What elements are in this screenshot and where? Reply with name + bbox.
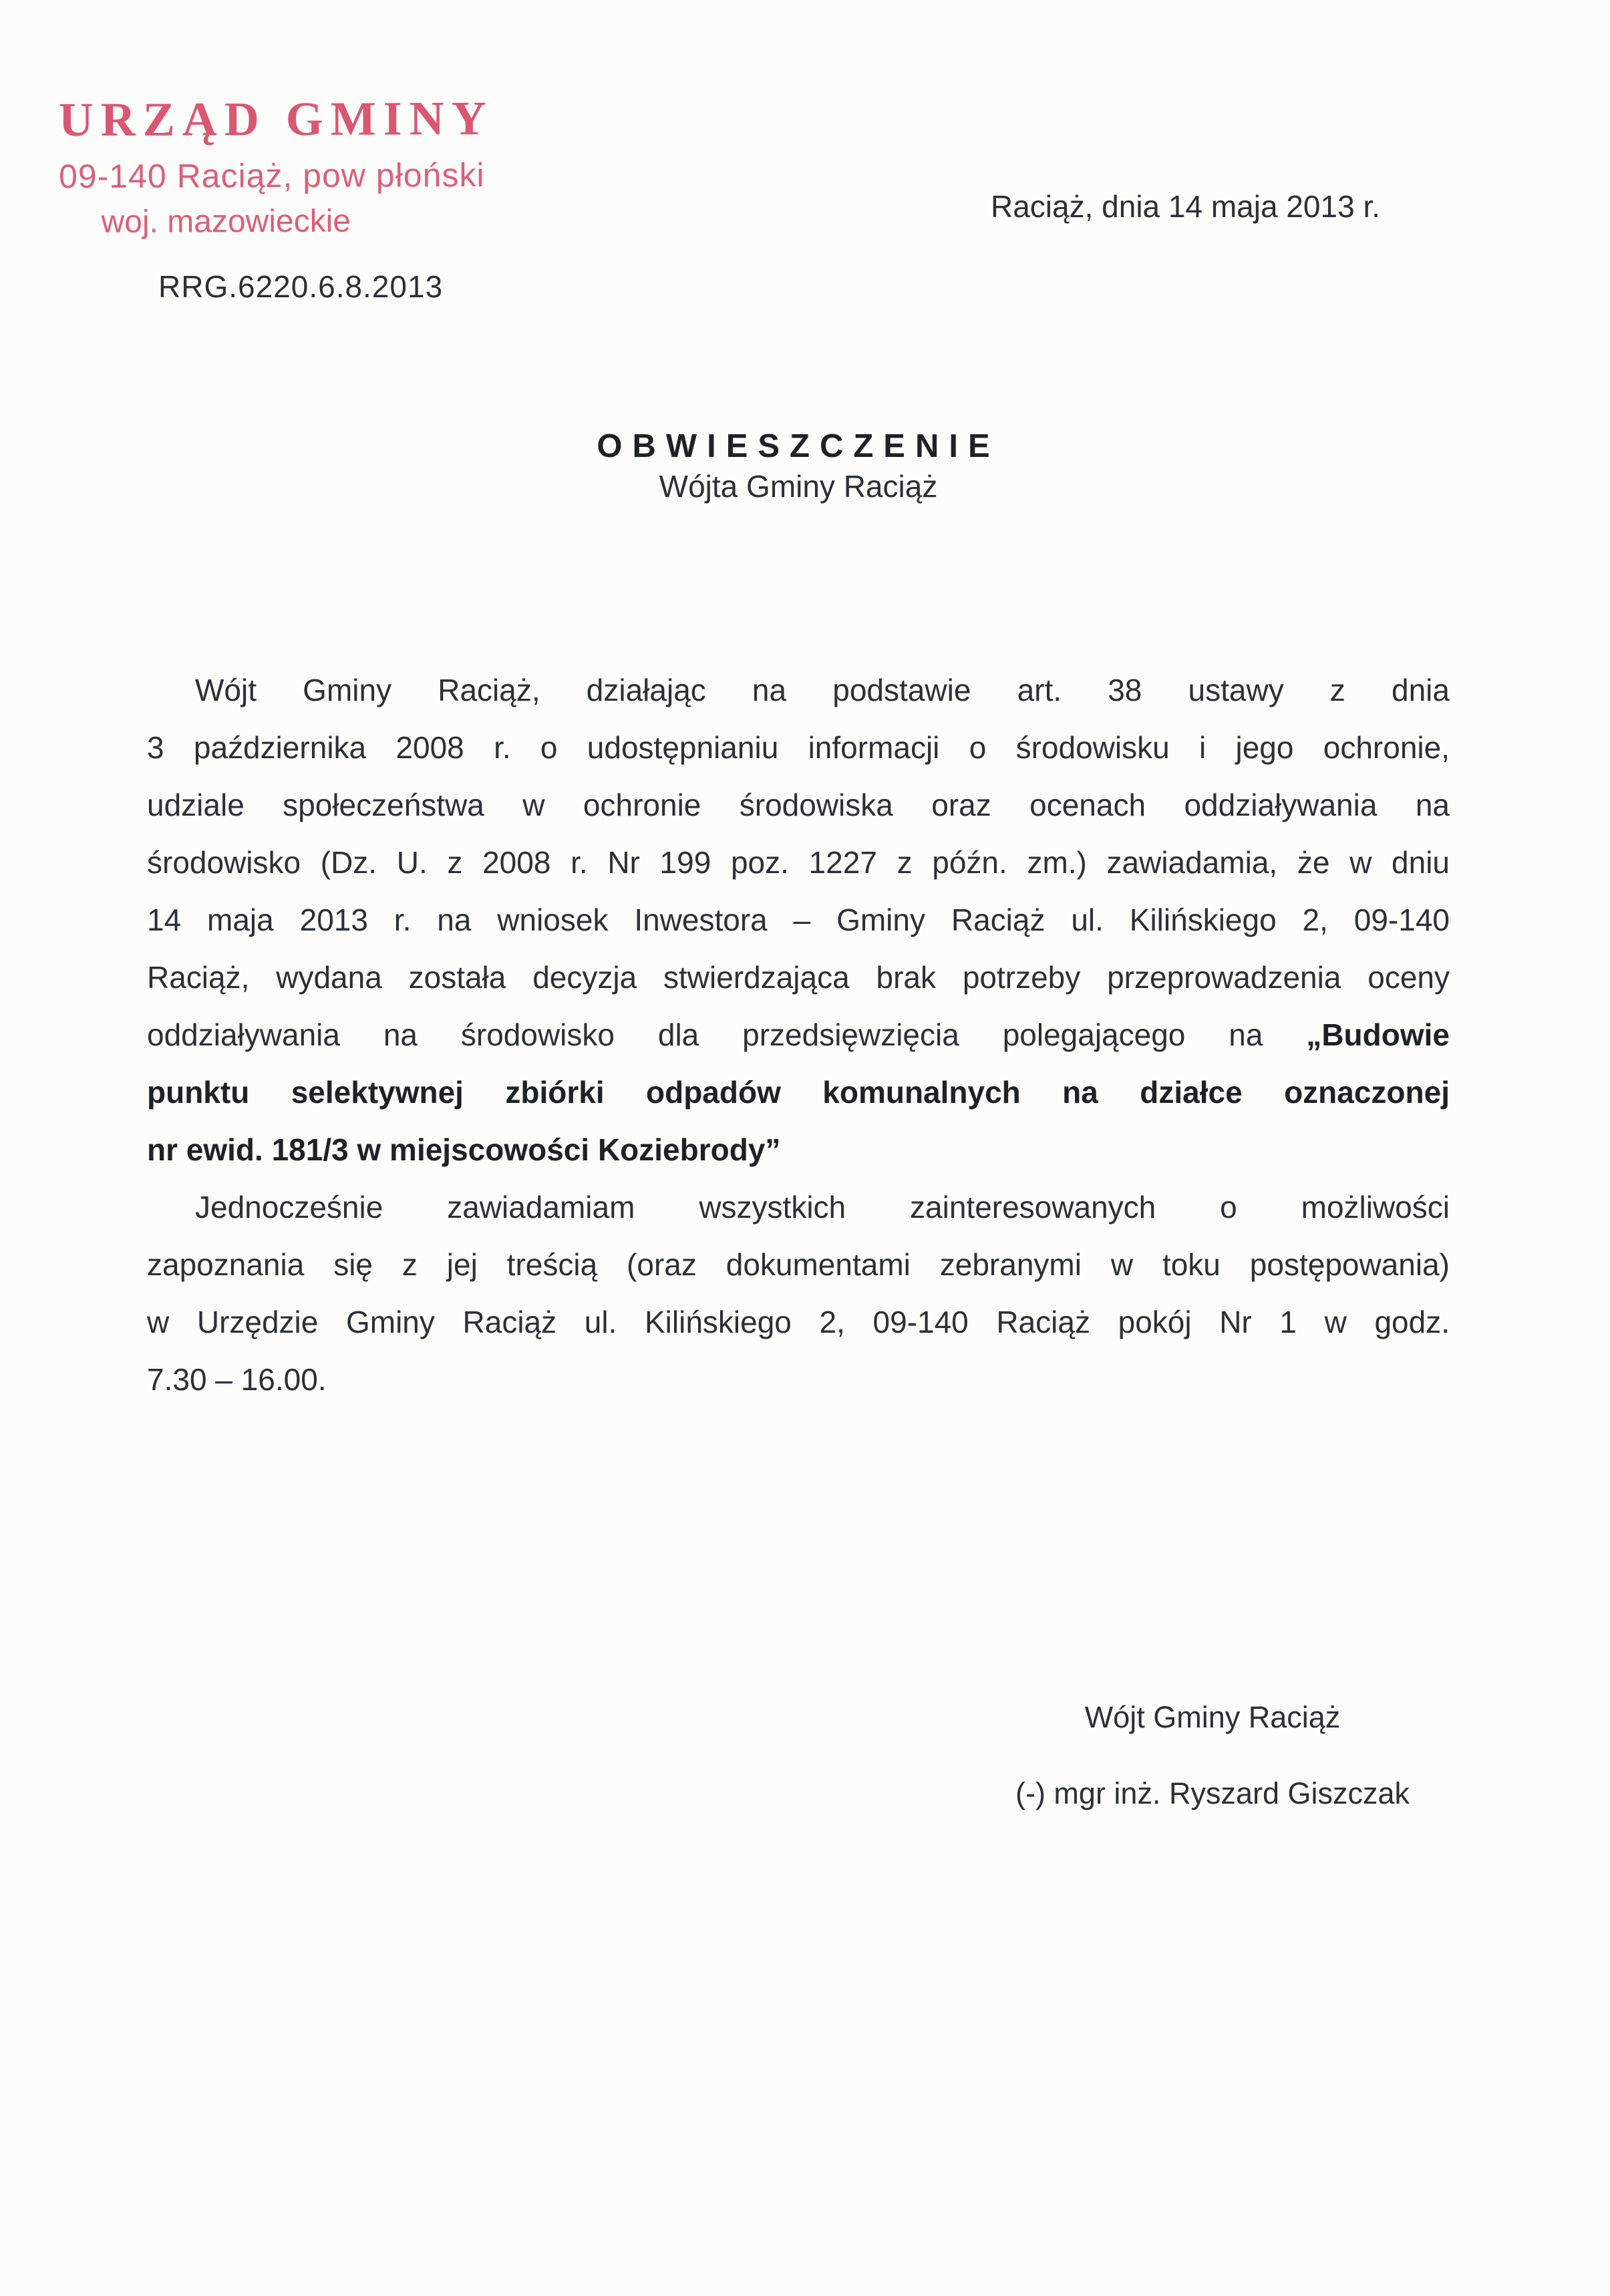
body-line [147, 1351, 1450, 1408]
body-line [147, 1293, 1450, 1351]
body-line [147, 661, 1450, 719]
body-segment: udziale społeczeństwa w ochronie środowiska oraz ocenach oddziaływania na [147, 788, 1450, 822]
body-line [147, 834, 1450, 891]
body-segment: 7.30 – 16.00. [147, 1362, 327, 1397]
body-segment: Raciąż, wydana została decyzja stwierdzająca brak potrzeby przeprowadzenia oceny [147, 960, 1450, 995]
body-segment: 3 października 2008 r. o udostępnianiu informacji o środowisku i jego ochronie, [147, 730, 1450, 765]
body-segment-bold: punktu selektywnej zbiórki odpadów komunalnych na działce oznaczonej [147, 1075, 1450, 1110]
document-title: OBWIESZCZENIE [597, 428, 1000, 464]
dateline: Raciąż, dnia 14 maja 2013 r. [991, 189, 1381, 224]
body-segment-bold: nr ewid. 181/3 w miejscowości Koziebrody” [147, 1132, 781, 1167]
reference-number: RRG.6220.6.8.2013 [158, 269, 444, 304]
body-segment: środowisko (Dz. U. z 2008 r. Nr 199 poz. 1227 z późn. zm.) zawiadamia, że w dniu [147, 845, 1450, 880]
body-segment: oddziaływania na środowisko dla przedsięwzięcia polegającego na [147, 1017, 1307, 1052]
body-line [147, 891, 1450, 949]
body-segment: zapoznania się z jej treścią (oraz dokumentami zebranymi w toku postępowania) [147, 1247, 1450, 1282]
body-segment: w Urzędzie Gminy Raciąż ul. Kilińskiego 2, 09-140 Raciąż pokój Nr 1 w godz. [147, 1305, 1450, 1339]
document-subtitle: Wójta Gminy Raciąż [659, 469, 938, 504]
stamp-voivodeship: woj. mazowieckie [101, 203, 351, 240]
signature-name: (-) mgr inż. Ryszard Giszczak [1015, 1776, 1410, 1810]
body-line [147, 1121, 1450, 1178]
body-segment: 14 maja 2013 r. na wniosek Inwestora – Gminy Raciąż ul. Kilińskiego 2, 09-140 [147, 903, 1450, 937]
office-stamp [58, 91, 494, 240]
stamp-office-name: URZĄD GMINY [58, 91, 494, 147]
body-line [147, 1006, 1450, 1063]
body-line [147, 719, 1450, 776]
body-line [147, 776, 1450, 834]
body-segment: Jednocześnie zawiadamiam wszystkich zainteresowanych o możliwości [195, 1190, 1450, 1224]
signature-title: Wójt Gminy Raciąż [1084, 1700, 1341, 1734]
body-text [147, 661, 1450, 1408]
body-line [147, 1178, 1450, 1236]
stamp-address: 09-140 Raciąż, pow płoński [58, 156, 485, 196]
body-segment: Wójt Gminy Raciąż, działając na podstawie art. 38 ustawy z dnia [195, 673, 1450, 707]
signature-block [982, 1702, 1443, 1808]
body-line [147, 949, 1450, 1006]
body-line [147, 1236, 1450, 1293]
body-line [147, 1063, 1450, 1121]
body-segment-bold: „Budowie [1306, 1017, 1450, 1052]
